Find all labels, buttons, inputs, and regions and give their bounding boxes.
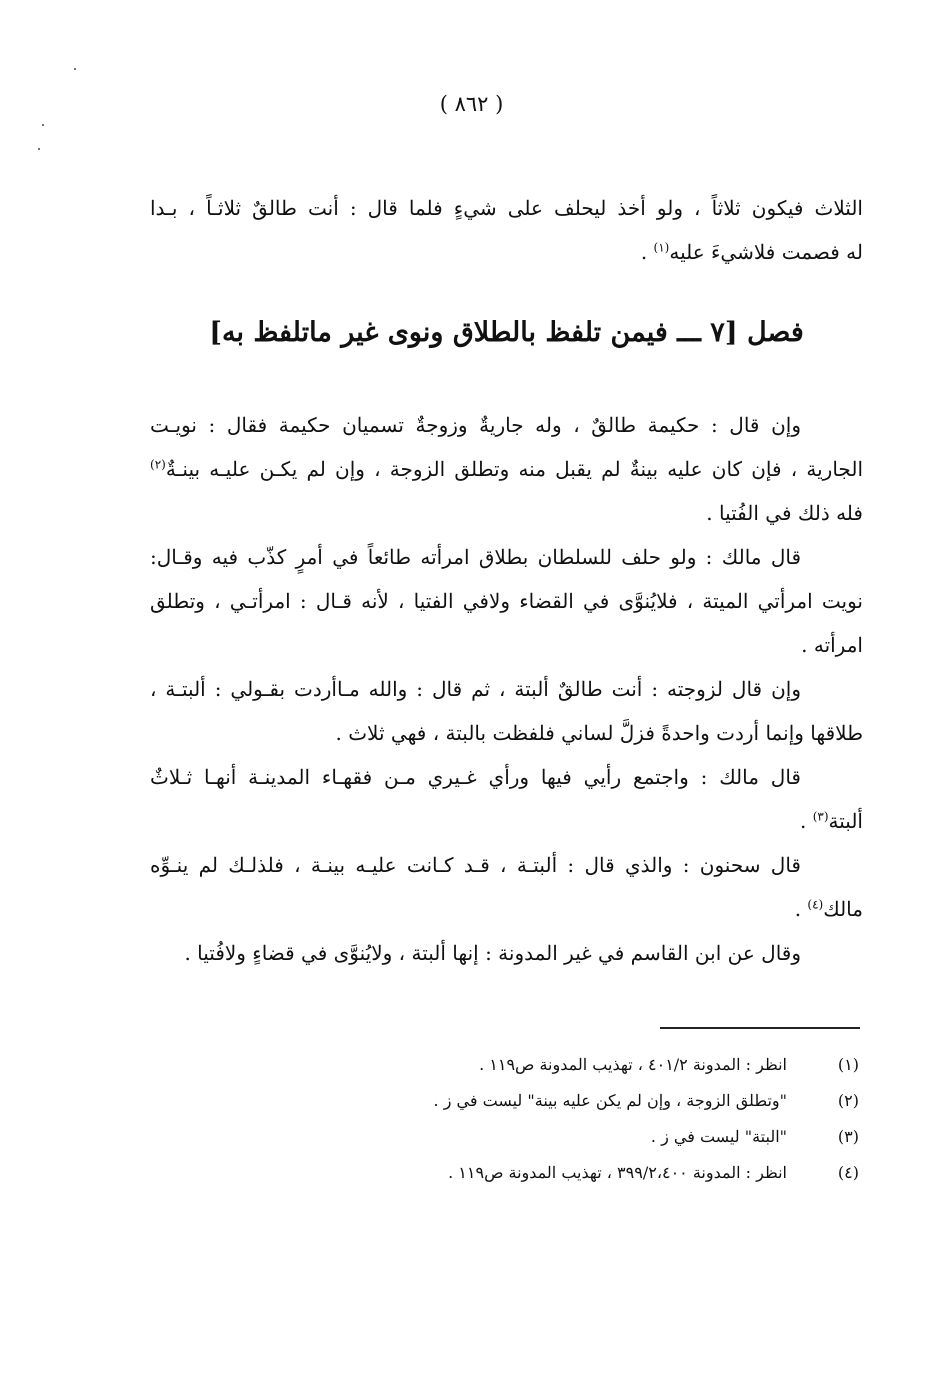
text-line: امرأته . bbox=[801, 633, 863, 657]
text-fragment: مالك bbox=[823, 897, 863, 921]
scan-speck bbox=[38, 148, 40, 150]
text-line: نويت امرأتي الميتة ، فلايُنوَّى في القضاء ولافي الفتيا ، لأنه قـال : امرأتـي ، وتطلق bbox=[150, 589, 863, 613]
footnote-text: "وتطلق الزوجة ، وإن لم يكن عليه بينة" ليست في ز . bbox=[433, 1090, 787, 1110]
page-number: ( ٨٦٢ ) bbox=[439, 92, 504, 116]
text-line: وإن قال : حكيمة طالقٌ ، وله جاريةٌ وزوجةٌ تسميان حكيمة فقال : نويـت bbox=[150, 413, 801, 437]
footnote-ref: (٤) bbox=[807, 897, 824, 912]
footnotes bbox=[150, 1046, 863, 1190]
footnote-ref: (٢) bbox=[150, 457, 166, 472]
text-fragment: . bbox=[794, 897, 808, 921]
paragraph-5 bbox=[150, 843, 863, 931]
paragraph-3 bbox=[150, 667, 863, 755]
text-line bbox=[150, 230, 863, 274]
footnote-ref: (٣) bbox=[812, 809, 829, 824]
footnote-text: "البتة" ليست في ز . bbox=[650, 1126, 787, 1146]
footnote-ref: (١) bbox=[653, 240, 670, 255]
footnote-number: (٢) bbox=[837, 1090, 859, 1110]
footnote-number: (١) bbox=[837, 1054, 859, 1074]
scan-speck bbox=[74, 68, 76, 70]
text-line: طلاقها وإنما أردت واحدةً فزلَّ لساني فلفظت بالبتة ، فهي ثلاث . bbox=[335, 721, 863, 745]
text-line: قال سحنون : والذي قال : ألبتـة ، قـد كـانت عليـه بينـة ، فلذلـك لم ينـوِّه bbox=[150, 853, 801, 877]
footnote-number: (٣) bbox=[837, 1126, 859, 1146]
paragraph-1 bbox=[150, 403, 863, 535]
section-heading: فصل [٧ ـــ فيمن تلفظ بالطلاق ونوى غير ماتلفظ به] bbox=[209, 317, 804, 348]
main-body bbox=[150, 403, 863, 975]
text-fragment: الجارية ، فإن كان عليه بينةٌ لم يقبل منه وتطلق الزوجة ، وإن لم يكـن عليـه بينـةٌ bbox=[165, 457, 863, 481]
text-line bbox=[150, 799, 863, 843]
intro-paragraph bbox=[150, 186, 863, 274]
text-line: الثلاث فيكون ثلاثاً ، ولو أخذ ليحلف على شيءٍ فلما قال : أنت طالقٌ ثلاثـاً ، بـدا bbox=[150, 196, 863, 220]
paragraph-4 bbox=[150, 755, 863, 843]
footnote-item bbox=[150, 1046, 863, 1082]
footnote-item bbox=[150, 1082, 863, 1118]
text-fragment: . bbox=[640, 240, 654, 264]
text-fragment: له فصمت فلاشيءَ عليه bbox=[669, 240, 863, 264]
text-fragment: . bbox=[800, 809, 813, 833]
scan-speck bbox=[42, 124, 44, 126]
text-fragment: ألبتة bbox=[828, 809, 863, 833]
footnote-text: انظر : المدونة ٣٩٩/٢،٤٠٠ ، تهذيب المدونة ص١١٩ . bbox=[448, 1162, 787, 1182]
text-line: قال مالك : ولو حلف للسلطان بطلاق امرأته طائعاً في أمرٍ كذّب فيه وقـال: bbox=[150, 545, 802, 569]
paragraph-6 bbox=[150, 931, 863, 975]
text-line: وإن قال لزوجته : أنت طالقٌ ألبتة ، ثم قال : والله مـاأردت بقـولي : ألبتـة ، bbox=[150, 677, 801, 701]
paragraph-2 bbox=[150, 535, 863, 667]
footnote-item bbox=[150, 1118, 863, 1154]
text-line bbox=[150, 887, 863, 931]
text-line bbox=[150, 447, 863, 491]
footnote-number: (٤) bbox=[837, 1162, 859, 1182]
footnote-item bbox=[150, 1154, 863, 1190]
footnote-divider bbox=[660, 1027, 860, 1029]
text-line: قال مالك : واجتمع رأيي فيها ورأي غـيري مـن فقهـاء المدينـة أنهـا ثـلاثٌ bbox=[150, 765, 801, 789]
text-line: وقال عن ابن القاسم في غير المدونة : إنها ألبتة ، ولايُنوَّى في قضاءٍ ولافُتيا . bbox=[184, 941, 801, 965]
footnote-text: انظر : المدونة ٤٠١/٢ ، تهذيب المدونة ص١١٩ . bbox=[479, 1054, 787, 1074]
text-line: فله ذلك في الفُتيا . bbox=[706, 501, 863, 525]
